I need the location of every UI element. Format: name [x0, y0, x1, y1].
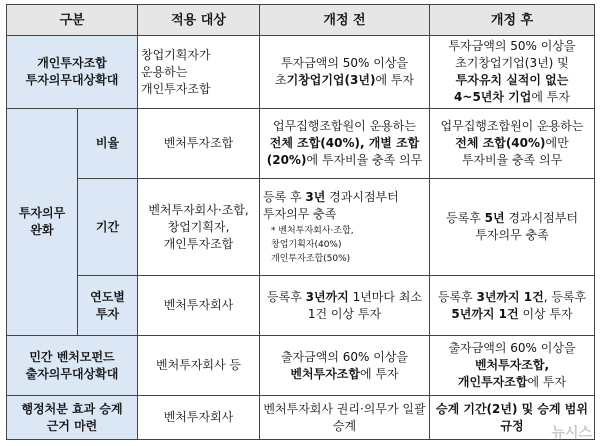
after-bold: 5년 — [484, 211, 505, 225]
before-text: 업무집행조합원이 운용하는 — [273, 119, 416, 133]
footnote-line: 개인투자조합(50%) — [271, 254, 351, 264]
group-category: 투자의무 완화 — [7, 109, 78, 336]
before-bold: 벤처투자조합 — [290, 366, 360, 381]
after-bold: 3년까지 1건 — [476, 289, 544, 304]
row-category: 민간 벤처모펀드 출자의무대상확대 — [7, 336, 138, 396]
row-before — [260, 179, 430, 276]
after-text: 출자금액의 60% 이상을 — [448, 341, 576, 355]
header-target: 적용 대상 — [138, 5, 260, 36]
before-text-end: 에 투자 — [359, 366, 399, 381]
footnote-line: 창업기획자(40%) — [271, 240, 342, 250]
before-text-end: 1년마다 최소 1건 이상 투자 — [307, 289, 422, 321]
row-before — [260, 336, 430, 396]
after-bold: 전체 조합(40%) — [455, 136, 546, 150]
table-header-row — [7, 5, 595, 36]
before-bold: 기창업기업(3년) — [286, 73, 376, 87]
before-text: 등록 후 — [263, 190, 306, 204]
table-row — [7, 36, 595, 109]
row-subcategory: 기간 — [78, 179, 138, 276]
row-after — [430, 36, 595, 109]
after-text-end: 이상 투자 — [518, 306, 573, 321]
table-row — [7, 396, 595, 440]
row-before: 벤처투자회사 권리·의무가 일괄 승계 — [260, 396, 430, 440]
after-text-end: 경과시점부터 투자의무 충족 — [475, 211, 578, 242]
after-text-end: 에만 투자비율 충족 의무 — [461, 136, 569, 167]
row-subcategory: 비율 — [78, 109, 138, 179]
before-text: 투자금액의 50% 이상을 초 — [274, 56, 409, 87]
row-target: 벤처투자회사 등 — [138, 336, 260, 396]
before-bold: 3년까지 — [305, 289, 349, 304]
after-bold-2: 5년까지 1건 — [451, 306, 519, 321]
after-bold: 벤처투자조합, 개인투자조합 — [457, 358, 550, 389]
after-text-end: 에 투자 — [531, 90, 570, 104]
header-category: 구분 — [7, 5, 138, 36]
after-text: 등록후 — [437, 289, 477, 304]
row-target: 벤처투자회사·조합, 창업기획자, 개인투자조합 — [138, 179, 260, 276]
row-target: 창업기획자가 운용하는 개인투자조합 — [138, 36, 260, 109]
after-text: 업무집행조합원이 운용하는 — [440, 119, 584, 133]
after-text-mid: , 등록후 — [543, 289, 587, 304]
before-text: 등록후 — [267, 289, 306, 304]
row-before — [260, 109, 430, 179]
row-after: 승계 기간(2년) 및 승계 범위 규정 — [430, 396, 595, 440]
row-before — [260, 276, 430, 336]
row-after — [430, 276, 595, 336]
before-text: 출자금액의 60% 이상을 — [280, 349, 409, 364]
before-text-end: 에 투자 — [375, 73, 415, 87]
row-subcategory: 연도별 투자 — [78, 276, 138, 336]
footnote-line: * 벤처투자회사·조합, — [271, 226, 354, 236]
watermark: 뉴시스 — [551, 425, 592, 441]
row-target: 벤처투자회사 — [138, 396, 260, 440]
header-after: 개정 후 — [430, 5, 595, 36]
row-after — [430, 179, 595, 276]
comparison-table — [6, 4, 595, 440]
table-row — [7, 336, 595, 396]
row-after — [430, 109, 595, 179]
row-target: 벤처투자조합 — [138, 109, 260, 179]
after-text: 투자금액의 50% 이상을 초기창업기업(3년) 및 — [448, 39, 576, 70]
row-target: 벤처투자회사 — [138, 276, 260, 336]
before-bold: 3년 — [305, 190, 326, 204]
table-row — [7, 276, 595, 336]
after-bold: 투자유치 실적이 없는 4~5년차 기업 — [454, 73, 569, 104]
table-row — [7, 109, 595, 179]
table-row — [7, 179, 595, 276]
before-text-end: 에 투자비율 충족 의무 — [306, 153, 423, 167]
row-category: 행정처분 효과 승계 근거 마련 — [7, 396, 138, 440]
row-category: 개인투자조합 투자의무대상확대 — [7, 36, 138, 109]
header-before: 개정 전 — [260, 5, 430, 36]
row-before — [260, 36, 430, 109]
after-text-end: 에 투자 — [527, 375, 567, 389]
before-bold: 전체 조합(40%), 개별 조합(20%) — [266, 136, 420, 167]
after-text: 등록후 — [446, 211, 485, 225]
row-after — [430, 336, 595, 396]
before-text-end: 경과시점부터 투자의무 충족 — [263, 190, 399, 221]
